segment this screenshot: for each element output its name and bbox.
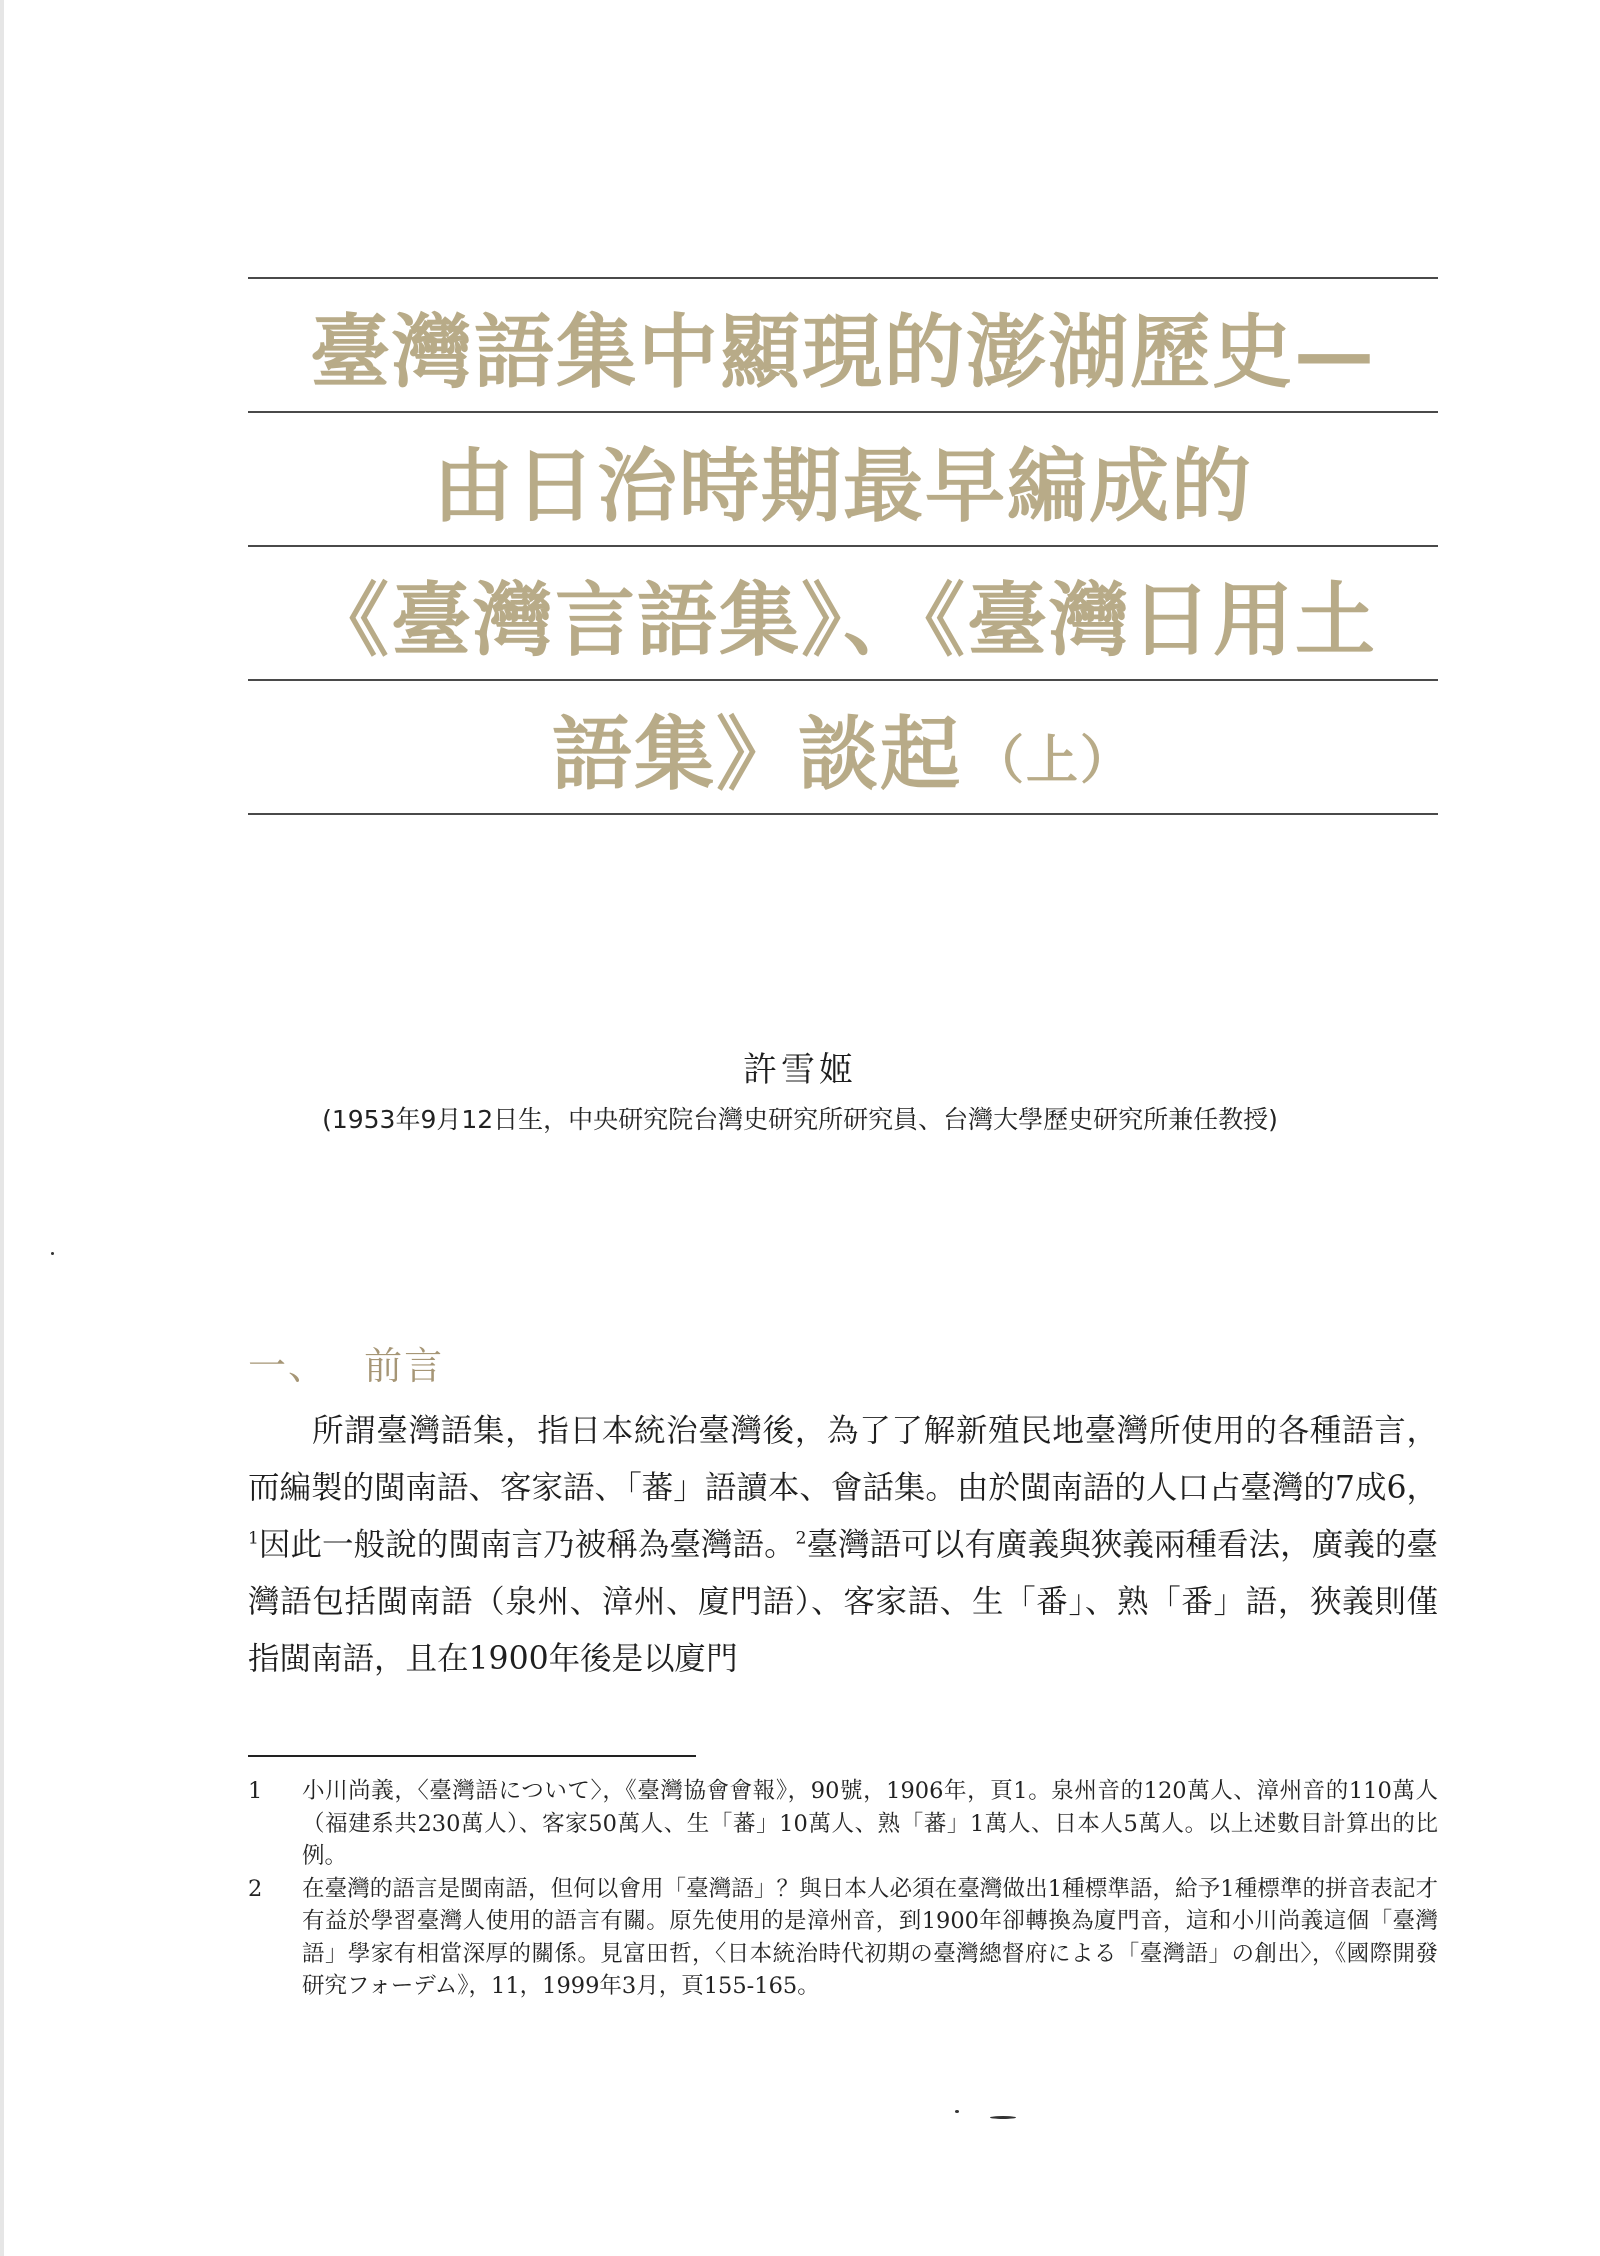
footnote-1 — [248, 1775, 1438, 1873]
footnote-ref-2[interactable]: 2 — [795, 1528, 807, 1549]
footnote-2 — [248, 1873, 1438, 2003]
scan-speck — [990, 2116, 1016, 2119]
title-line-4-text: 語集》談起 — [551, 706, 962, 801]
footnote-text: 在臺灣的語言是閩南語，但何以會用「臺灣語」？與日本人必須在臺灣做出1種標準語，給予1種標準的拼音表記才有益於學習臺灣人使用的語言有關。原先使用的是漳州音，到1900年卻轉換為廈門音，這和小川尚義這個「臺灣語」學家有相當深厚的關係。見富田哲，〈日本統治時代初期の臺灣總督府による「臺灣語」の創出〉，《國際開發研究フォーデム》，11，1999年3月，頁155-165。 — [302, 1875, 1438, 1999]
author-affiliation: (1953年9月12日生，中央研究院台灣史研究所研究員、台灣大學歷史研究所兼任教授) — [322, 1105, 1278, 1134]
body-text-part-2: 因此一般說的閩南言乃被稱為臺灣語。 — [258, 1527, 796, 1563]
title-part-marker: （上） — [971, 729, 1134, 791]
footnote-ref-1[interactable]: 1 — [248, 1528, 259, 1549]
scan-speck — [51, 1252, 54, 1255]
author-name: 許雪姬 — [743, 1050, 857, 1090]
title-line-2: 由日治時期最早編成的 — [433, 438, 1253, 533]
footnote-text: 小川尚義，〈臺灣語について〉，《臺灣協會會報》，90號，1906年，頁1。泉州音的120萬人、漳州音的110萬人（福建系共230萬人）、客家50萬人、生「蕃」10萬人、熟「蕃」1萬人、日本人5萬人。以上述數目計算出的比例。 — [302, 1778, 1438, 1869]
section-heading — [248, 1335, 444, 1390]
footnote-number: 1 — [248, 1778, 263, 1804]
title-line-1: 臺灣語集中顯現的澎湖歷史— — [310, 304, 1376, 399]
section-number: 一、 — [248, 1344, 329, 1388]
title-rule — [248, 813, 1438, 815]
footnote-number: 2 — [248, 1875, 263, 1902]
body-text-part-3: 臺灣語可以有廣義與狹義兩種看法，廣義的臺灣語包括閩南語（泉州、漳州、廈門語）、客家語、生「番」、熟「番」語，狹義則僅指閩南語，且在1900年後是以廈門 — [248, 1527, 1438, 1677]
title-line-3: 《臺灣言語集》、《臺灣日用土 — [309, 572, 1377, 667]
footnotes — [248, 1775, 1438, 2003]
section-title: 前言 — [364, 1344, 445, 1388]
scan-speck — [955, 2110, 959, 2113]
footnote-divider — [248, 1755, 696, 1757]
body-paragraph — [248, 1403, 1438, 1688]
body-text-part-1: 所謂臺灣語集，指日本統治臺灣後，為了了解新殖民地臺灣所使用的各種語言，而編製的閩南語、客家語、「蕃」語讀本、會話集。由於閩南語的人口占臺灣的7成6， — [248, 1413, 1438, 1506]
article-title-block — [248, 277, 1438, 815]
title-line-4 — [248, 681, 1438, 813]
